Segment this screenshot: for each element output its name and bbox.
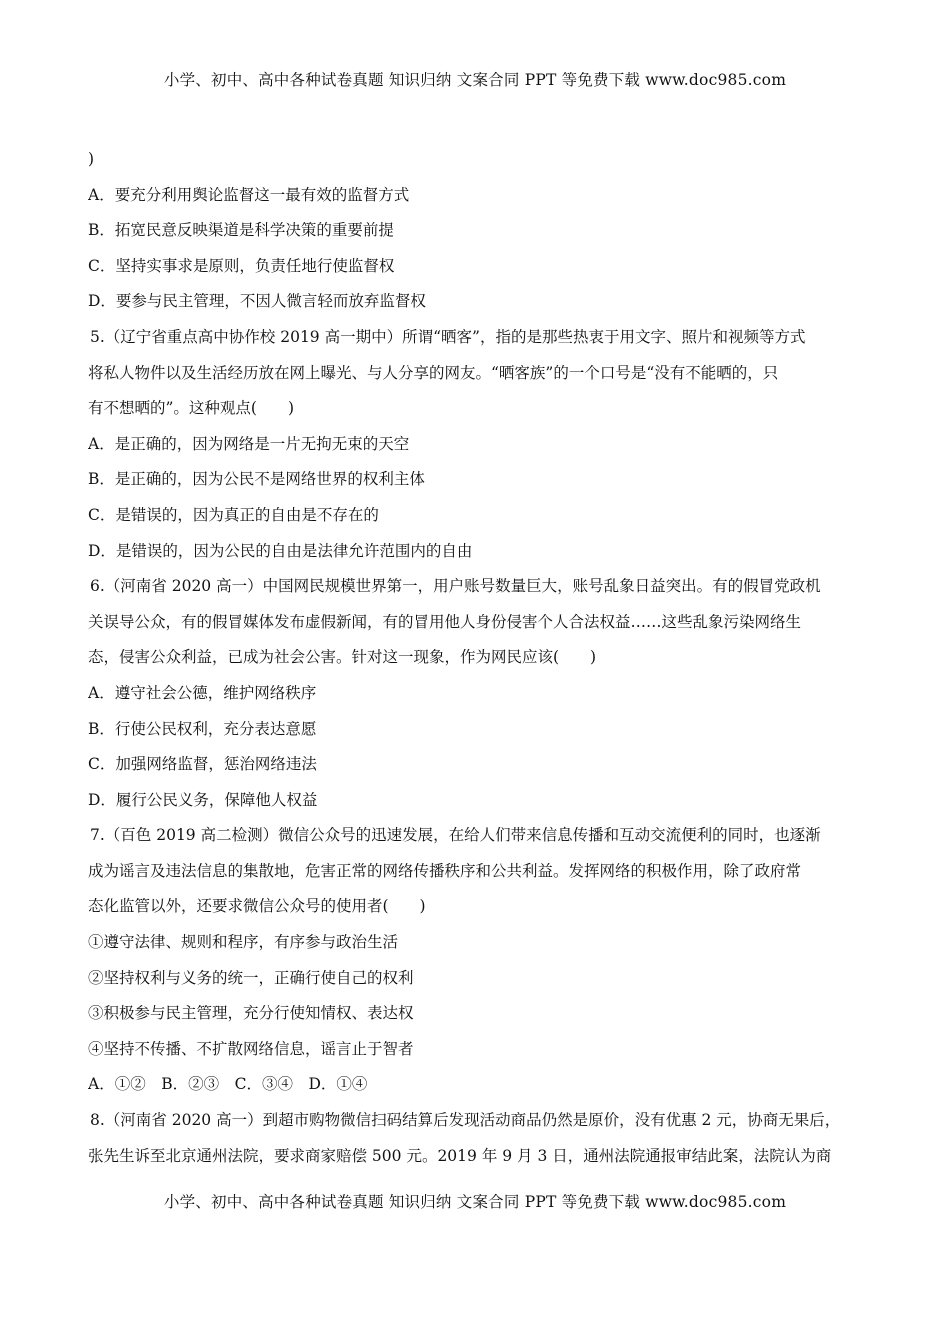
page-header: 小学、初中、高中各种试卷真题 知识归纳 文案合同 PPT 等免费下载 www.doc985.com (163, 71, 787, 89)
option-line: C．坚持实事求是原则，负责任地行使监督权 (88, 256, 395, 275)
question-6-line: 关误导公众，有的假冒媒体发布虚假新闻，有的冒用他人身份侵害个人合法权益……这些乱象污染网络生 (88, 612, 802, 631)
page-footer: 小学、初中、高中各种试卷真题 知识归纳 文案合同 PPT 等免费下载 www.doc985.com (163, 1193, 787, 1211)
question-8-line: 8.（河南省 2020 高一）到超市购物微信扫码结算后发现活动商品仍然是原价，没有优惠 2 元，协商无果后， (90, 1111, 841, 1130)
question-6-line: 态，侵害公众利益，已成为社会公害。针对这一现象，作为网民应该( ) (88, 648, 597, 667)
option-line: D．要参与民主管理，不因人微言轻而放弃监督权 (88, 292, 426, 311)
option-line: B．拓宽民意反映渠道是科学决策的重要前提 (88, 221, 394, 240)
statement-line: ④坚持不传播、不扩散网络信息，谣言止于智者 (88, 1039, 414, 1058)
question-5-line: 有不想晒的”。这种观点( ) (88, 399, 295, 418)
question-5-line: 将私人物件以及生活经历放在网上曝光、与人分享的网友。“晒客族”的一个口号是“没有不能晒的，只 (88, 363, 779, 382)
question-8-line: 张先生诉至北京通州法院，要求商家赔偿 500 元。2019 年 9 月 3 日，通州法院通报审结此案，法院认为商 (88, 1146, 832, 1165)
statement-line: ②坚持权利与义务的统一，正确行使自己的权利 (88, 968, 414, 987)
question-6-line: 6.（河南省 2020 高一）中国网民规模世界第一，用户账号数量巨大，账号乱象日益突出。有的假冒党政机 (90, 577, 821, 596)
option-line: A．是正确的，因为网络是一片无拘无束的天空 (88, 434, 410, 453)
question-7-line: 态化监管以外，还要求微信公众号的使用者( ) (88, 897, 426, 916)
option-line: B．是正确的，因为公民不是网络世界的权利主体 (88, 470, 425, 489)
option-line: B．行使公民权利，充分表达意愿 (88, 719, 317, 738)
option-line: D．履行公民义务，保障他人权益 (88, 790, 318, 809)
option-line: A．遵守社会公德，维护网络秩序 (88, 683, 317, 702)
question-5-line: 5.（辽宁省重点高中协作校 2019 高一期中）所谓“晒客”，指的是那些热衷于用文字、照片和视频等方式 (90, 327, 806, 346)
option-line: C．加强网络监督，惩治网络违法 (88, 755, 317, 774)
option-line: A．要充分利用舆论监督这一最有效的监督方式 (88, 185, 410, 204)
option-line: D．是错误的，因为公民的自由是法律允许范围内的自由 (88, 541, 473, 560)
document-body (88, 142, 874, 1174)
question-7-line: 7.（百色 2019 高二检测）微信公众号的迅速发展，在给人们带来信息传播和互动交流便利的同时，也逐渐 (90, 826, 821, 845)
text-line: ) (88, 150, 95, 168)
option-line: C．是错误的，因为真正的自由是不存在的 (88, 505, 379, 524)
statement-line: ③积极参与民主管理，充分行使知情权、表达权 (88, 1004, 414, 1023)
option-line: A．①② B．②③ C．③④ D．①④ (88, 1075, 368, 1094)
statement-line: ①遵守法律、规则和程序，有序参与政治生活 (88, 933, 399, 952)
question-7-line: 成为谣言及违法信息的集散地，危害正常的网络传播秩序和公共利益。发挥网络的积极作用，除了政府常 (88, 861, 802, 880)
